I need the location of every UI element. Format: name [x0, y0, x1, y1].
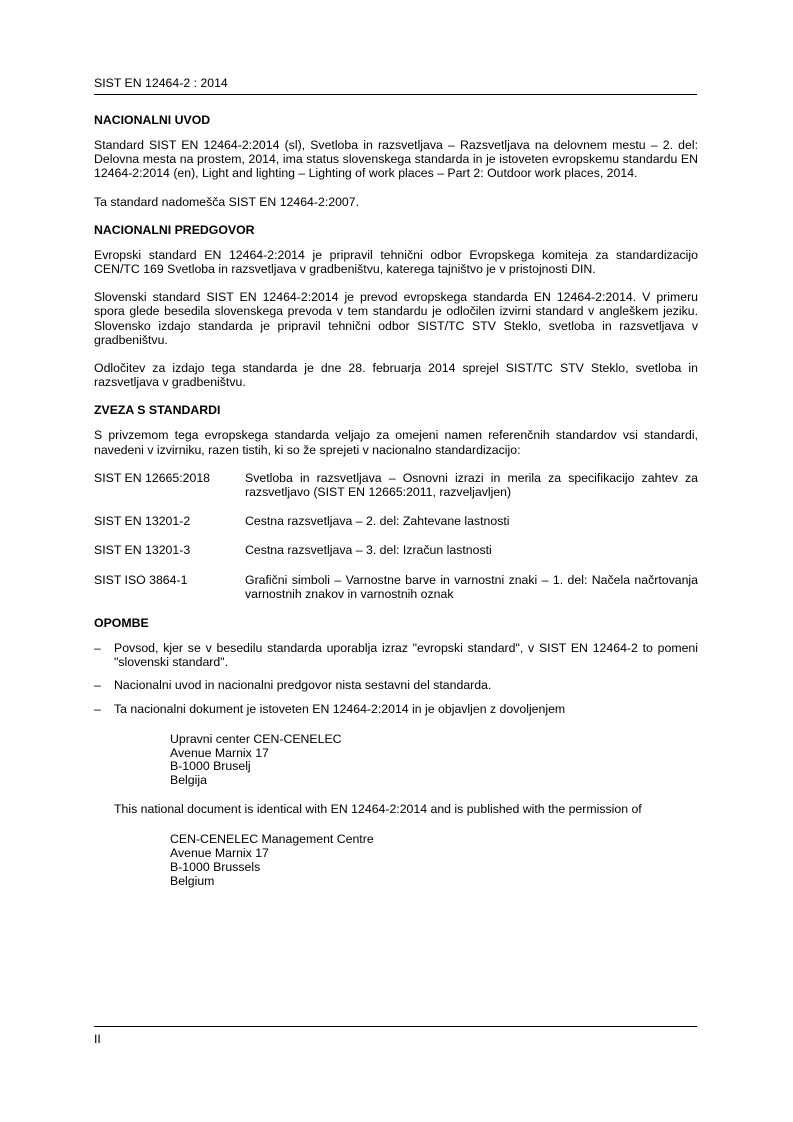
address-line: Avenue Marnix 17	[170, 745, 269, 760]
paragraph: Ta standard nadomešča SIST EN 12464-2:2007.	[94, 194, 360, 209]
section-title-zveza-s-standardi: ZVEZA S STANDARDI	[94, 403, 221, 418]
dash-bullet: –	[94, 641, 101, 656]
page-number: II	[94, 1032, 101, 1046]
reference-code: SIST ISO 3864-1	[94, 572, 188, 587]
reference-row	[94, 573, 698, 601]
note-item	[94, 641, 698, 669]
reference-title: Grafični simboli – Varnostne barve in varnostni znaki – 1. del: Načela načrtovanja varnostnih znakov in varnostnih oznak	[245, 572, 698, 601]
address-line: Upravni center CEN-CENELEC	[170, 731, 342, 746]
note-item	[94, 702, 698, 716]
dash-bullet: –	[94, 678, 101, 693]
header-rule	[94, 94, 697, 95]
page-header	[94, 76, 697, 91]
dash-bullet: –	[94, 701, 101, 716]
note-text: Ta nacionalni dokument je istoveten EN 12464-2:2014 in je objavljen z dovoljenjem	[114, 701, 566, 716]
paragraph: Evropski standard EN 12464-2:2014 je pripravil tehnični odbor Evropskega komiteja za standardizacijo CEN/TC 169 Svetloba in razsvetljava v gradbeništvu, katerega tajništvo je v pristojnosti DIN.	[94, 247, 698, 277]
notes-list	[94, 641, 698, 716]
reference-title: Cestna razsvetljava – 3. del: Izračun lastnosti	[245, 543, 492, 558]
reference-row	[94, 471, 698, 499]
address-line: Avenue Marnix 17	[170, 846, 269, 861]
english-statement: This national document is identical with EN 12464-2:2014 and is published with the permission of	[114, 802, 642, 817]
address-line: B-1000 Brussels	[170, 859, 261, 874]
section-title-nacionalni-uvod: NACIONALNI UVOD	[94, 113, 211, 127]
address-line: Belgija	[170, 773, 207, 788]
reference-list	[94, 471, 698, 601]
paragraph: Standard SIST EN 12464-2:2014 (sl), Svetloba in razsvetljava – Razsvetljava na delovnem mestu – 2. del: Delovna mesta na prostem, 2014, ima status slovenskega standarda in je istoveten evropskemu standardu EN 12464-2:2014 (en), Light and lighting – Lighting of work places – Part 2: Outdoor work places, 2014.	[94, 138, 698, 181]
paragraph: Slovenski standard SIST EN 12464-2:2014 je prevod evropskega standarda EN 12464-2:2014. V primeru spora glede besedila slovenskega prevoda v tem standardu je odločilen izvirni standard v angleškem jeziku. Slovensko izdajo standarda je pripravil tehnični odbor SIST/TC STV Steklo, svetloba in razsvetljava v gradbeništvu.	[94, 290, 698, 347]
address-slovenian	[170, 733, 698, 788]
reference-code: SIST EN 13201-2	[94, 514, 191, 529]
address-line: B-1000 Bruselj	[170, 759, 251, 774]
reference-code: SIST EN 13201-3	[94, 543, 191, 558]
address-line: CEN-CENELEC Management Centre	[170, 832, 374, 847]
paragraph: S privzemom tega evropskega standarda veljajo za omejeni namen referenčnih standardov vsi standardi, navedeni v izvirniku, razen tistih, ki so že sprejeti v nacionalno standardizacijo:	[94, 428, 698, 457]
page-content	[94, 113, 698, 902]
note-text: Nacionalni uvod in nacionalni predgovor nista sestavni del standarda.	[114, 678, 492, 693]
reference-code: SIST EN 12665:2018	[94, 470, 210, 485]
section-title-opombe: OPOMBE	[94, 616, 149, 631]
reference-row	[94, 514, 698, 528]
address-line: Belgium	[170, 873, 215, 888]
document-id: SIST EN 12464-2 : 2014	[94, 76, 228, 90]
note-text: Povsod, kjer se v besedilu standarda uporablja izraz "evropski standard", v SIST EN 12464-2 to pomeni "slovenski standard".	[114, 641, 698, 670]
reference-title: Cestna razsvetljava – 2. del: Zahtevane lastnosti	[245, 514, 510, 529]
footer-rule	[94, 1026, 697, 1027]
section-title-nacionalni-predgovor: NACIONALNI PREDGOVOR	[94, 222, 255, 237]
reference-title: Svetloba in razsvetljava – Osnovni izrazi in merila za specifikacijo zahtev za razsvetljavo (SIST EN 12665:2011, razveljavljen)	[245, 470, 698, 500]
note-item	[94, 678, 698, 692]
address-english	[170, 833, 698, 888]
reference-row	[94, 543, 698, 557]
paragraph: Odločitev za izdajo tega standarda je dne 28. februarja 2014 sprejel SIST/TC STV Steklo, svetloba in razsvetljava v gradbeništvu.	[94, 361, 698, 390]
